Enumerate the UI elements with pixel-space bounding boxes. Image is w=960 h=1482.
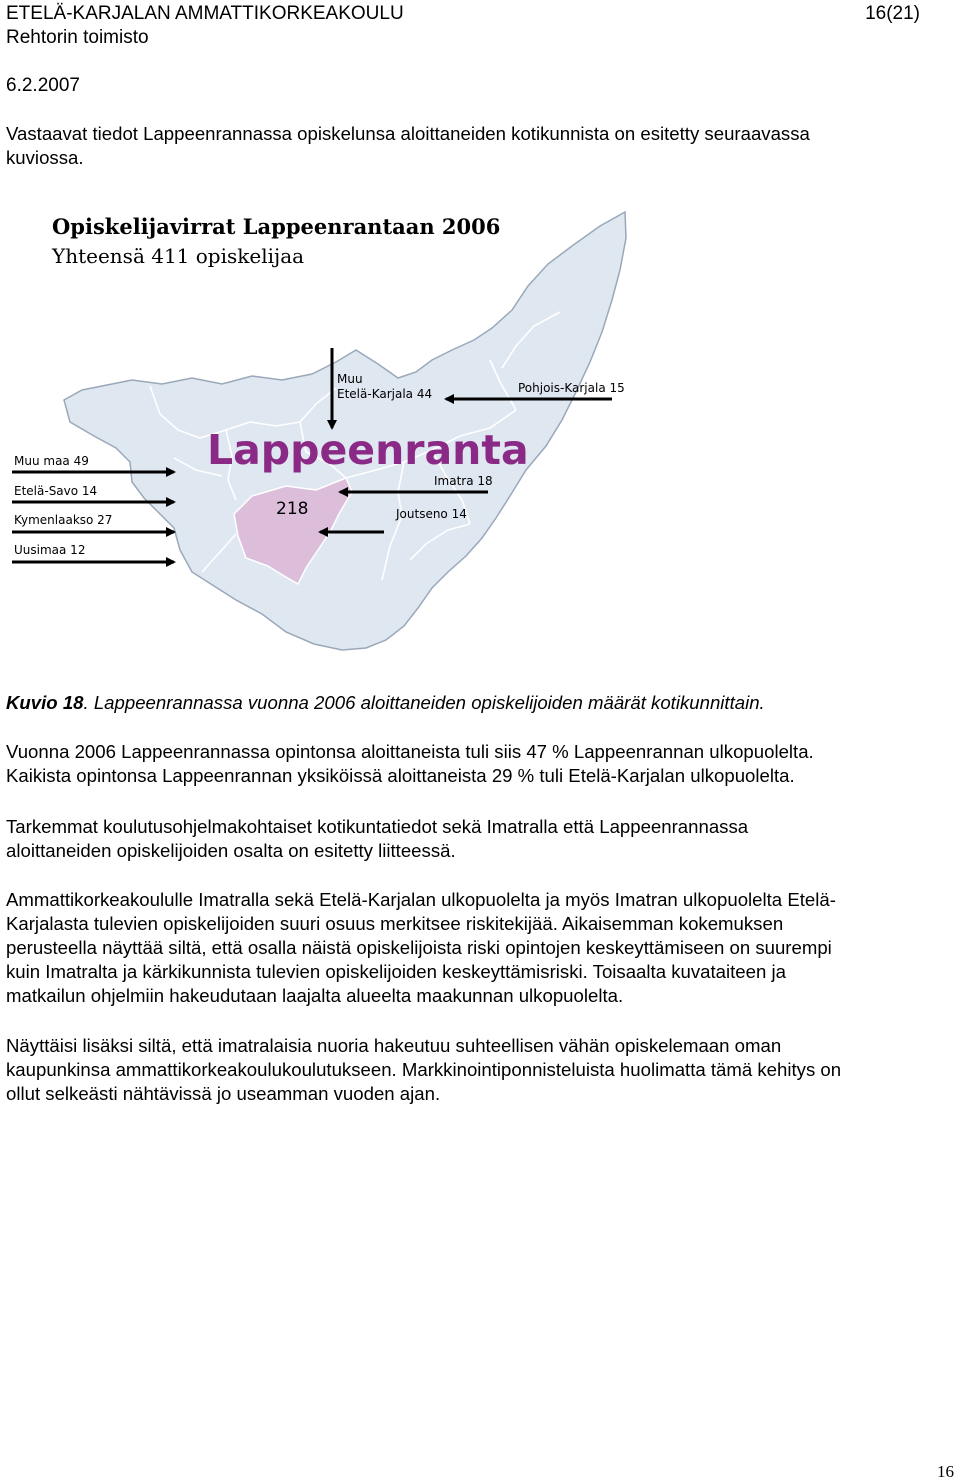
flow-label-joutseno: Joutseno 14: [396, 507, 467, 521]
paragraph-line: Kaikista opintonsa Lappeenrannan yksiköissä aloittaneista 29 % tuli Etelä-Karjalan ulkopuolelta.: [6, 765, 795, 786]
intro-line: Vastaavat tiedot Lappeenrannassa opiskelunsa aloittaneiden kotikunnista on esitetty seuraavassa: [6, 123, 810, 144]
paragraph-line: Tarkemmat koulutusohjelmakohtaiset kotikuntatiedot sekä Imatralla että Lappeenrannassa: [6, 816, 749, 837]
flow-label-etela-savo: Etelä-Savo 14: [14, 484, 98, 498]
paragraph-line: ollut selkeästi nähtävissä jo useamman vuoden ajan.: [6, 1083, 441, 1104]
paragraph-line: aloittaneiden opiskelijoiden osalta on esitetty liitteessä.: [6, 840, 456, 861]
header-organization: ETELÄ-KARJALAN AMMATTIKORKEAKOULU: [6, 3, 404, 24]
paragraph-line: Ammattikorkeakoululle Imatralla sekä Etelä-Karjalan ulkopuolelta ja myös Imatran ulkopuolelta Etelä-: [6, 889, 836, 910]
caption-label: Kuvio 18: [6, 692, 84, 713]
flow-label-muu-maa: Muu maa 49: [14, 454, 89, 468]
paragraph-4: [6, 1034, 956, 1106]
paragraph-line: kaupunkinsa ammattikorkeakoulukoulutukseen. Markkinointiponnisteluista huolimatta tämä kehitys on: [6, 1059, 842, 1080]
flow-label-kymenlaakso: Kymenlaakso 27: [14, 513, 113, 527]
student-flow-map: [0, 200, 960, 670]
paragraph-line: Karjalasta tulevien opiskelijoiden suuri osuus merkitsee riskitekijää. Aikaisemman kokemuksen: [6, 913, 784, 934]
intro-paragraph: [6, 122, 956, 170]
paragraph-line: Näyttäisi lisäksi siltä, että imatralaisia nuoria hakeutuu suhteellisen vähän opiskelemaan oman: [6, 1035, 782, 1056]
map-subtitle: Yhteensä 411 opiskelijaa: [52, 244, 305, 268]
map-title: Opiskelijavirrat Lappeenrantaan 2006: [52, 214, 501, 239]
paragraph-line: kuin Imatralta ja kärkikunnista tulevien opiskelijoiden keskeyttämisriski. Toisaalta kuvataiteen ja: [6, 961, 786, 982]
caption-text: . Lappeenrannassa vuonna 2006 aloittaneiden opiskelijoiden määrät kotikunnittain.: [83, 692, 765, 713]
paragraph-line: perusteella näyttää siltä, että osalla näistä opiskelijoista riski opintojen keskeyttämiseen on suurempi: [6, 937, 832, 958]
figure-caption: [6, 692, 765, 714]
header-page-counter: 16(21): [865, 3, 920, 24]
paragraph-line: matkailun ohjelmiin hakeudutaan laajalta alueelta maakunnan ulkopuolelta.: [6, 985, 624, 1006]
page-number: 16: [937, 1462, 954, 1481]
paragraph-2: [6, 815, 956, 863]
header-department: Rehtorin toimisto: [6, 27, 149, 48]
paragraph-1: [6, 740, 956, 788]
flow-label-pohjois-karjala: Pohjois-Karjala 15: [518, 381, 625, 395]
flow-label-muu: Muu: [337, 372, 363, 386]
flow-label-imatra: Imatra 18: [434, 474, 493, 488]
city-count: 218: [276, 499, 309, 519]
city-label: Lappeenranta: [207, 426, 529, 474]
flow-label-uusimaa: Uusimaa 12: [14, 543, 86, 557]
paragraph-3: [6, 888, 956, 1008]
flow-label-etela-karjala: Etelä-Karjala 44: [337, 387, 433, 401]
intro-line: kuviossa.: [6, 147, 84, 168]
header-date: 6.2.2007: [6, 75, 80, 96]
paragraph-line: Vuonna 2006 Lappeenrannassa opintonsa aloittaneista tuli siis 47 % Lappeenrannan ulkopuolelta.: [6, 741, 814, 762]
